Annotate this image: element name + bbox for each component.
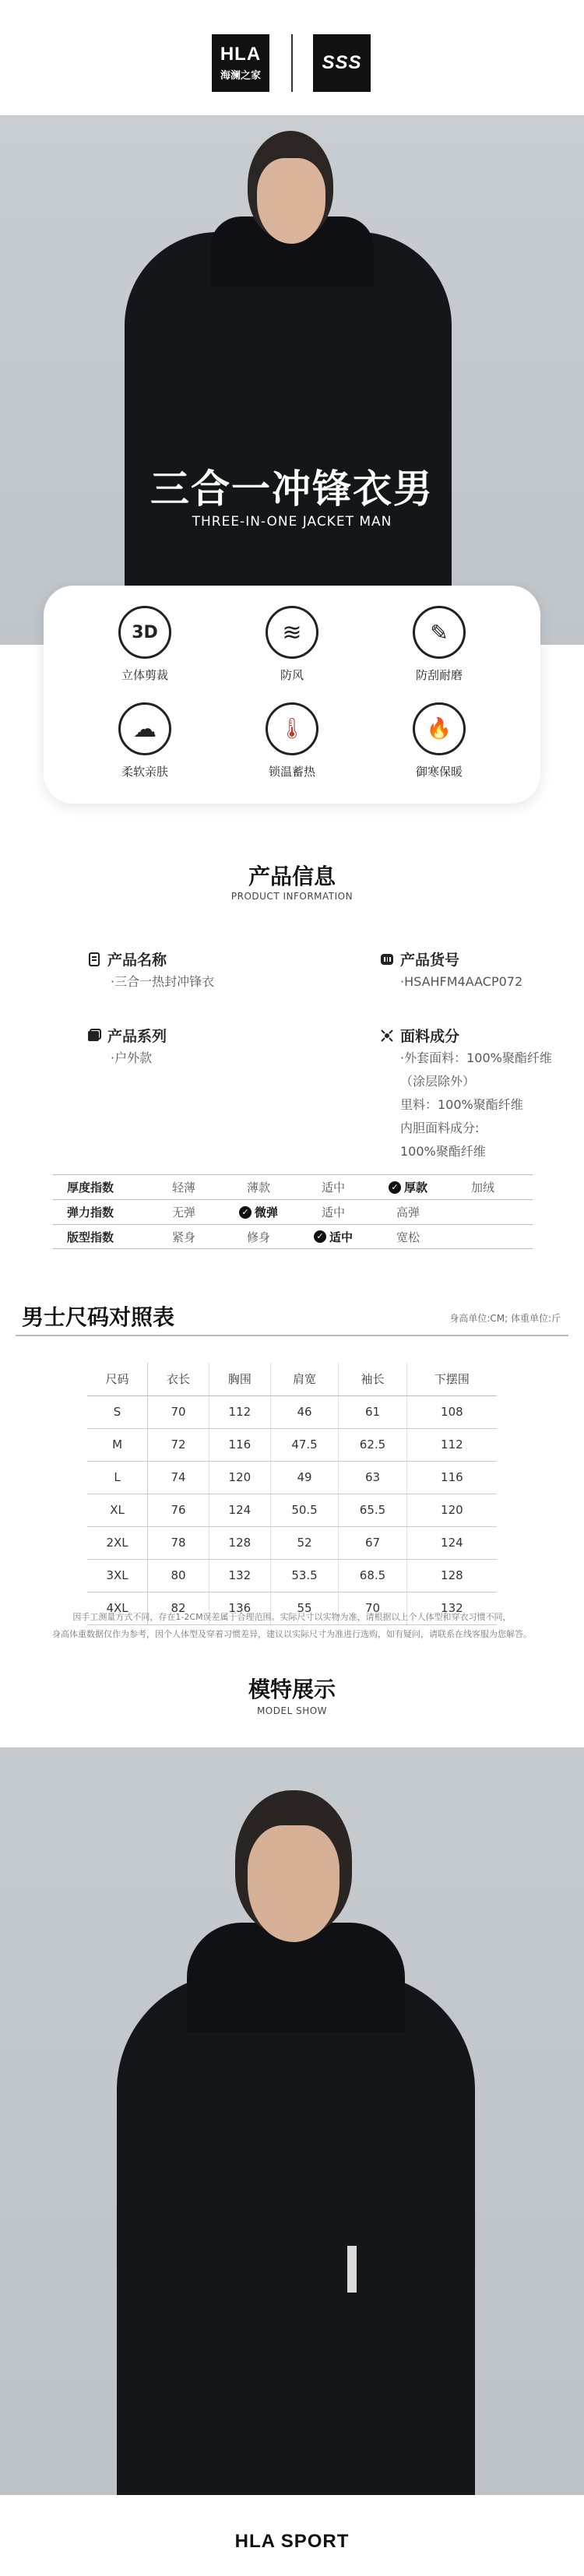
hero-title: 三合一冲锋衣男	[150, 466, 434, 512]
table-cell: 46	[270, 1395, 338, 1428]
product-name-label: 产品名称	[87, 948, 167, 970]
column-header: 袖长	[339, 1363, 406, 1395]
size-chart-title: 男士尺码对照表	[22, 1304, 175, 1330]
attr-option: 无弹	[171, 1205, 195, 1219]
feature-item	[237, 606, 347, 683]
divider	[16, 1335, 568, 1336]
table-cell: 49	[270, 1461, 338, 1494]
attr-name: 弹力指数	[67, 1205, 114, 1219]
fabric-line: （涂层除外）	[400, 1074, 476, 1089]
table-cell: 116	[406, 1461, 497, 1494]
attr-row-fit	[53, 1224, 533, 1249]
feature-label: 防风	[280, 668, 304, 682]
table-cell: 120	[406, 1494, 497, 1526]
attr-option: 高弹	[396, 1205, 420, 1219]
product-info-subtitle: PRODUCT INFORMATION	[230, 891, 354, 902]
feature-card	[44, 586, 540, 804]
3d-cut-icon: 3D	[118, 606, 171, 659]
product-series-value: ·户外款	[111, 1050, 153, 1065]
size-table	[87, 1363, 497, 1625]
table-cell: 63	[339, 1461, 406, 1494]
attr-option-selected: ✓ 厚款	[371, 1179, 445, 1195]
fabric-icon	[380, 1029, 394, 1043]
attr-option: 轻薄	[171, 1181, 195, 1195]
table-cell: 82	[148, 1592, 209, 1624]
cut-resistant-icon: ✎	[413, 606, 466, 659]
product-name-value: ·三合一热封冲锋衣	[111, 974, 215, 989]
feature-label: 柔软亲肤	[121, 765, 168, 779]
feature-item	[90, 702, 199, 779]
table-cell: 132	[209, 1559, 270, 1592]
table-cell: 55	[270, 1592, 338, 1624]
attr-option: 适中	[321, 1205, 345, 1219]
table-cell: 120	[209, 1461, 270, 1494]
model-show-subtitle: MODEL SHOW	[256, 1705, 328, 1716]
reflective-strip	[347, 2246, 357, 2293]
column-header: 胸围	[209, 1363, 270, 1395]
table-cell: 124	[209, 1494, 270, 1526]
table-row	[87, 1526, 497, 1559]
attr-option: 宽松	[396, 1230, 420, 1244]
logo-bar	[0, 0, 584, 115]
table-cell: L	[87, 1461, 148, 1494]
thermometer-icon: 🌡	[266, 702, 318, 755]
model-photo	[0, 1747, 584, 2495]
feature-label: 防刮耐磨	[415, 668, 463, 682]
hero-model-jacket	[125, 232, 452, 645]
table-cell: 132	[406, 1592, 497, 1624]
column-header: 下摆围	[406, 1363, 497, 1395]
feature-item	[385, 702, 494, 779]
hero-banner	[0, 115, 584, 645]
table-cell: 76	[148, 1494, 209, 1526]
table-row	[87, 1559, 497, 1592]
fabric-line: 内胆面料成分:	[400, 1121, 480, 1135]
table-cell: 116	[209, 1428, 270, 1461]
feature-item	[385, 606, 494, 683]
soft-cloud-icon: ☁	[118, 702, 171, 755]
table-cell: 72	[148, 1428, 209, 1461]
attr-option: 修身	[246, 1230, 270, 1244]
model-jacket	[117, 1973, 475, 2495]
attr-row-thickness	[53, 1174, 533, 1199]
size-unit-note: 身高单位:CM; 体重单位:斤	[449, 1313, 561, 1324]
table-row	[87, 1395, 497, 1428]
folder-icon	[87, 1029, 101, 1043]
table-cell: 112	[406, 1428, 497, 1461]
hla-logo	[212, 34, 269, 92]
product-sku-label: 产品货号	[380, 948, 459, 970]
model-show-title: 模特展示	[248, 1677, 336, 1702]
table-cell: 50.5	[270, 1494, 338, 1526]
product-info-title: 产品信息	[248, 864, 336, 889]
table-cell: 53.5	[270, 1559, 338, 1592]
feature-label: 御寒保暖	[415, 765, 463, 779]
table-cell: 3XL	[87, 1559, 148, 1592]
size-table-header	[87, 1363, 497, 1395]
attr-option: 适中	[321, 1181, 345, 1195]
table-row	[87, 1494, 497, 1526]
table-cell: 74	[148, 1461, 209, 1494]
hla-logo-text: HLA	[220, 43, 262, 65]
table-cell: 52	[270, 1526, 338, 1559]
flame-icon: 🔥	[413, 702, 466, 755]
attr-option-selected: ✓ 适中	[296, 1229, 371, 1245]
fabric-line: 里料：100%聚酯纤维	[400, 1097, 523, 1112]
sss-logo	[313, 34, 371, 92]
table-cell: 70	[339, 1592, 406, 1624]
feature-label: 立体剪裁	[121, 668, 168, 682]
windproof-icon: ≋	[266, 606, 318, 659]
product-series-label: 产品系列	[87, 1025, 167, 1046]
model-face	[248, 1825, 339, 1942]
table-cell: 65.5	[339, 1494, 406, 1526]
table-cell: 67	[339, 1526, 406, 1559]
table-cell: 62.5	[339, 1428, 406, 1461]
check-icon: ✓	[314, 1230, 326, 1243]
feature-item	[237, 702, 347, 779]
attr-row-elasticity	[53, 1199, 533, 1224]
fabric-label: 面料成分	[380, 1025, 459, 1046]
column-header: 肩宽	[270, 1363, 338, 1395]
hero-model-face	[257, 158, 325, 244]
sss-logo-text: SSS	[322, 52, 362, 73]
fabric-line: ·外套面料：100%聚酯纤维	[400, 1050, 552, 1065]
attr-option: 加绒	[470, 1181, 494, 1195]
logo-divider	[291, 34, 293, 92]
table-cell: M	[87, 1428, 148, 1461]
table-cell: 128	[406, 1559, 497, 1592]
attr-option: 紧身	[171, 1230, 195, 1244]
attr-option-selected: ✓ 微弹	[221, 1204, 296, 1220]
attr-option: 薄款	[246, 1181, 270, 1195]
check-icon: ✓	[239, 1206, 252, 1219]
table-cell: XL	[87, 1494, 148, 1526]
check-icon: ✓	[389, 1181, 401, 1194]
table-cell: 80	[148, 1559, 209, 1592]
table-cell: 61	[339, 1395, 406, 1428]
hero-subtitle: THREE-IN-ONE JACKET MAN	[192, 514, 392, 530]
table-cell: 2XL	[87, 1526, 148, 1559]
table-cell: 136	[209, 1592, 270, 1624]
column-header: 尺码	[87, 1363, 148, 1395]
size-note-line: 身高体重数据仅作为参考，因个人体型及穿着习惯差异，建议以实际尺寸为准进行选购，如有疑问，请联系在线客服为您解答。	[52, 1629, 532, 1639]
table-cell: 128	[209, 1526, 270, 1559]
table-cell: 112	[209, 1395, 270, 1428]
column-header: 衣长	[148, 1363, 209, 1395]
table-cell: S	[87, 1395, 148, 1428]
size-note-line: 因手工测量方式不同，存在1-2CM误差属于合理范围。实际尺寸以实物为准，请根据以上个人体型和穿衣习惯不同，	[72, 1612, 512, 1622]
product-sku-value: ·HSAHFM4AACP072	[400, 974, 523, 989]
table-cell: 4XL	[87, 1592, 148, 1624]
table-cell: 108	[406, 1395, 497, 1428]
feature-label: 锁温蓄热	[268, 765, 315, 779]
table-cell: 68.5	[339, 1559, 406, 1592]
barcode-icon	[380, 952, 394, 966]
footer-brand: HLA SPORT	[234, 2531, 350, 2552]
table-row	[87, 1428, 497, 1461]
table-cell: 124	[406, 1526, 497, 1559]
feature-item	[90, 606, 199, 683]
fabric-line: 100%聚酯纤维	[400, 1144, 486, 1159]
table-row	[87, 1461, 497, 1494]
hla-logo-subtext: 海澜之家	[220, 69, 261, 82]
table-cell: 78	[148, 1526, 209, 1559]
document-icon	[87, 952, 101, 966]
attr-name: 厚度指数	[67, 1181, 114, 1195]
table-cell: 47.5	[270, 1428, 338, 1461]
attr-name: 版型指数	[67, 1230, 114, 1244]
table-cell: 70	[148, 1395, 209, 1428]
